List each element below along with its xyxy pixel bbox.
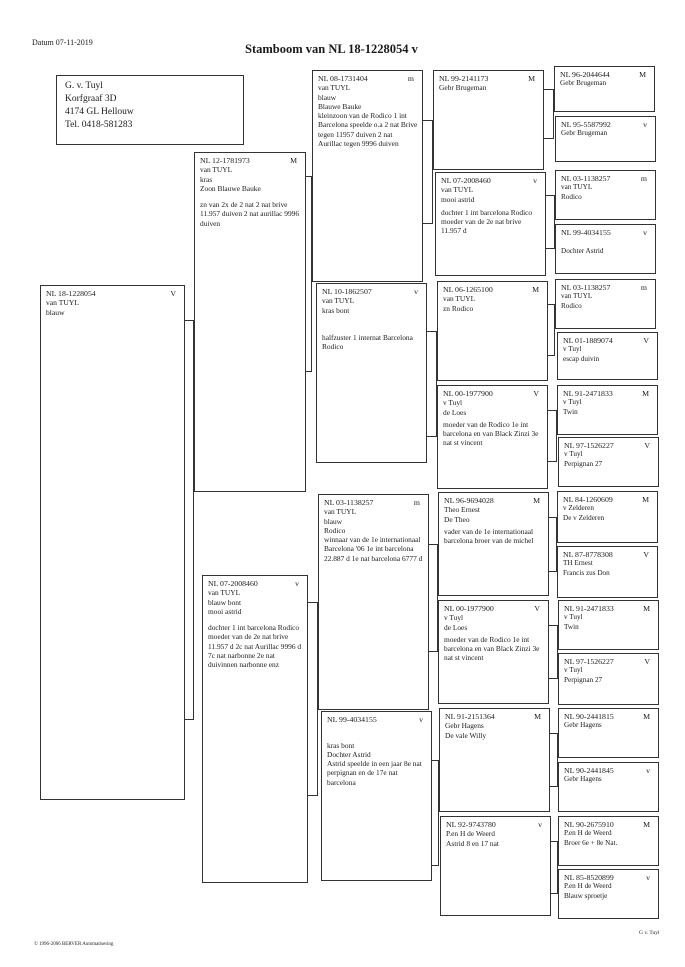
- breeder: van TUYL: [561, 183, 593, 192]
- breeder: P.en H de Weerd: [564, 829, 612, 838]
- sex-marker: V: [170, 289, 176, 298]
- pigeon-name: mooi astrid: [208, 606, 242, 616]
- pigeon-name: Rodico: [561, 192, 582, 201]
- pedigree-g5-10: [557, 546, 658, 598]
- connector-g3-3: [429, 544, 438, 652]
- breeder: v Zelderen: [563, 504, 594, 513]
- pigeon-name: Dochter Astrid: [327, 749, 371, 759]
- breeder: Theo Ernest: [444, 505, 480, 515]
- pedigree-g4-6: [438, 600, 549, 704]
- color: kras: [200, 174, 213, 184]
- sex-marker: v: [643, 120, 647, 129]
- sex-marker: m: [640, 174, 647, 183]
- pedigree-g5-2: [555, 116, 656, 162]
- pedigree-note: kleinzoon van de Rodico 1 int Barcelona speelde o.a 2 nat Brive tegen 11957 duiven 2 nat Aurillac tegen 9996 duiven: [318, 111, 418, 149]
- pedigree-subject: [40, 285, 185, 800]
- ring-number: NL 85-8520899: [564, 873, 614, 882]
- sex-marker: v: [643, 228, 647, 237]
- breeder: Gebr Brugeman: [439, 83, 487, 93]
- owner-tag: G v. Tuyl: [639, 930, 660, 936]
- pedigree-g5-8: [558, 437, 659, 487]
- pedigree-note: moeder van de Rodico 1e int barcelona en van Black Zinzi 3e nat st vincent: [444, 634, 540, 663]
- breeder: Gebr Brugeman: [561, 129, 608, 138]
- pedigree-note: zn van 2x de 2 nat 2 nat brive 11.957 duiven 2 nat aurillac 9996 duiven: [200, 200, 300, 228]
- ring-number: NL 18-1228054: [46, 289, 96, 298]
- sex-marker: V: [643, 550, 649, 559]
- sex-marker: v: [646, 873, 650, 882]
- ring-number: NL 03-1138257: [561, 283, 611, 292]
- breeder: v Tuyl: [443, 398, 463, 408]
- pedigree-g3-1: [312, 70, 423, 282]
- sex-marker: v: [646, 766, 650, 775]
- ring-number: NL 96-2044644: [560, 70, 610, 79]
- sex-marker: M: [643, 712, 650, 721]
- connector-g2-sire: [306, 176, 312, 372]
- sex-marker: v: [295, 579, 299, 588]
- pigeon-name: De v Zelderen: [563, 513, 605, 522]
- breeder: van TUYL: [322, 296, 355, 306]
- connector-g3-1: [423, 120, 433, 224]
- owner-name: G. v. Tuyl: [65, 81, 103, 91]
- pedigree-g5-4: [555, 224, 656, 274]
- ring-number: NL 91-2151364: [445, 712, 495, 721]
- color: blauw: [324, 516, 343, 526]
- sex-marker: M: [528, 74, 535, 83]
- connector-g4-2: [546, 195, 555, 249]
- ring-number: NL 84-1260609: [563, 495, 613, 504]
- pigeon-name: Rodico: [324, 525, 346, 535]
- ring-number: NL 92-9743780: [446, 820, 496, 829]
- pigeon-name: Perpignan 27: [564, 459, 603, 468]
- sex-marker: v: [538, 820, 542, 829]
- breeder: van TUYL: [46, 298, 79, 308]
- breeder: van TUYL: [318, 83, 351, 93]
- pedigree-g4-8: [440, 816, 551, 916]
- ring-number: NL 90-2441845: [564, 766, 614, 775]
- pigeon-name: Rodico: [561, 301, 582, 310]
- sex-marker: M: [643, 604, 650, 613]
- sex-marker: m: [407, 74, 414, 83]
- breeder: Gebr Hagens: [564, 775, 602, 784]
- pigeon-name: Blauw sproetje: [564, 891, 608, 900]
- breeder: P.en H de Weerd: [564, 882, 612, 891]
- pedigree-g3-4: [321, 711, 432, 881]
- sex-marker: V: [644, 657, 650, 666]
- breeder: Gebr Hagens: [564, 721, 602, 730]
- ring-number: NL 99-4034155: [561, 228, 611, 237]
- pedigree-note: dochter 1 int barcelona Rodico moeder van de 2e nat brive 11.957 d: [441, 207, 533, 236]
- ring-number: NL 99-2141173: [439, 74, 489, 83]
- pedigree-g5-15: [558, 816, 659, 866]
- breeder: v Tuyl: [564, 450, 583, 459]
- ring-number: NL 96-9694028: [444, 496, 494, 505]
- breeder: [327, 724, 427, 733]
- connector-g4-5: [549, 517, 557, 572]
- ring-number: NL 97-1526227: [564, 657, 614, 666]
- connector-g4-6: [549, 625, 558, 679]
- pigeon-name: Astrid 8 en 17 nat: [446, 838, 499, 848]
- sex-marker: M: [639, 70, 646, 79]
- pedigree-g5-13: [558, 708, 659, 758]
- sex-marker: M: [532, 285, 539, 294]
- sex-marker: M: [534, 712, 541, 721]
- pedigree-g4-3: [437, 281, 548, 381]
- breeder: van TUYL: [208, 588, 241, 598]
- pigeon-name: Twin: [564, 622, 579, 631]
- pedigree-g5-6: [557, 332, 658, 380]
- pigeon-name: Broer 6e + 8e Nat.: [564, 838, 618, 847]
- pedigree-g5-9: [557, 491, 658, 543]
- breeder: [561, 237, 651, 246]
- print-date: Datum 07-11-2019: [32, 38, 93, 47]
- breeder: P.en H de Weerd: [446, 829, 495, 839]
- ring-number: NL 97-1526227: [564, 441, 614, 450]
- ring-number: NL 03-1138257: [561, 174, 611, 183]
- breeder: v Tuyl: [564, 666, 583, 675]
- ring-number: NL 00-1977900: [443, 389, 493, 398]
- pedigree-g3-2: [316, 283, 427, 463]
- pedigree-note: dochter 1 int barcelona Rodico moeder van de 2e nat brive 11.957 d 2c nat Aurillac 9996 d 7c nat narbonne 2e nat duivinnen narbonne enz: [208, 623, 302, 670]
- breeder: v Tuyl: [444, 613, 464, 623]
- pedigree-note: halfzuster 1 internat Barcelona Rodico: [322, 332, 413, 352]
- connector-g4-8: [551, 841, 558, 894]
- sex-marker: v: [414, 287, 418, 296]
- pedigree-g5-5: [555, 279, 656, 329]
- sex-marker: M: [643, 820, 650, 829]
- pedigree-dam: [202, 575, 308, 883]
- ring-number: NL 87-8778308: [563, 550, 613, 559]
- connector-g3-4: [432, 760, 439, 866]
- breeder: van TUYL: [561, 292, 593, 301]
- sex-marker: V: [643, 336, 649, 345]
- pedigree-g5-7: [557, 385, 658, 435]
- pigeon-name: Blauwe Bauke: [318, 101, 362, 111]
- color: kras bont: [322, 305, 350, 315]
- pigeon-name: de Loes: [444, 622, 468, 632]
- color: blauw: [318, 92, 337, 102]
- pedigree-note: Astrid speelde in een jaar 8e nat perpignan en de 17e nat barcelona: [327, 759, 422, 787]
- pigeon-name: De Theo: [444, 514, 470, 524]
- connector-g3-2: [427, 331, 437, 437]
- color: blauw: [46, 307, 65, 317]
- breeder: v Tuyl: [563, 345, 582, 354]
- connector-g2-dam: [308, 602, 318, 796]
- sex-marker: M: [533, 496, 540, 505]
- pedigree-note: moeder van de Rodico 1e int barcelona en van Black Zinzi 3e nat st vincent: [443, 419, 539, 448]
- pigeon-name: zn Rodico: [443, 303, 474, 313]
- page-title: Stamboom van NL 18-1228054 v: [245, 42, 418, 56]
- sex-marker: M: [290, 156, 297, 165]
- pedigree-g4-5: [438, 492, 549, 596]
- pedigree-g5-12: [558, 653, 659, 705]
- connector-g4-7: [550, 733, 558, 787]
- breeder: TH Ernest: [563, 559, 593, 568]
- sex-marker: V: [534, 604, 540, 613]
- ring-number: NL 91-2471833: [564, 604, 614, 613]
- sex-marker: v: [533, 176, 537, 185]
- sex-marker: V: [644, 441, 650, 450]
- ring-number: NL 10-1862507: [322, 287, 372, 296]
- ring-number: NL 07-2008460: [208, 579, 258, 588]
- owner-street: Korfgraaf 3D: [65, 94, 117, 104]
- ring-number: NL 91-2471833: [563, 389, 613, 398]
- breeder: v Tuyl: [564, 613, 583, 622]
- sex-marker: M: [642, 389, 649, 398]
- pedigree-note: vader van de 1e internationaal barcelona broer van de michel: [444, 526, 534, 546]
- pedigree-g5-11: [558, 600, 659, 650]
- connector-g4-4: [548, 410, 557, 462]
- pedigree-g4-1: [433, 70, 544, 170]
- copyright-notice: © 1996-2006 BERVER Automatisering: [34, 942, 114, 947]
- pigeon-name: De vale Willy: [445, 730, 487, 740]
- sex-marker: m: [413, 498, 420, 507]
- ring-number: NL 08-1731404: [318, 74, 368, 83]
- connector-g4-3: [548, 304, 555, 356]
- pedigree-g5-14: [558, 762, 659, 812]
- owner-city: 4174 GL Hellouw: [65, 107, 134, 117]
- ring-number: NL 95-5587992: [561, 120, 611, 129]
- breeder: van TUYL: [441, 185, 474, 195]
- pedigree-sire: [194, 152, 306, 492]
- ring-number: NL 03-1138257: [324, 498, 374, 507]
- pedigree-g4-4: [437, 385, 548, 489]
- pigeon-name: Dochter Astrid: [561, 246, 604, 255]
- pedigree-g5-16: [558, 869, 659, 919]
- sex-marker: V: [533, 389, 539, 398]
- pigeon-name: Francis zus Don: [563, 568, 610, 577]
- ring-number: NL 12-1781973: [200, 156, 250, 165]
- breeder: van TUYL: [324, 507, 357, 517]
- breeder: van TUYL: [443, 294, 476, 304]
- ring-number: NL 00-1977900: [444, 604, 494, 613]
- sex-marker: M: [642, 495, 649, 504]
- ring-number: NL 06-1265100: [443, 285, 493, 294]
- pigeon-name: Twin: [563, 407, 578, 416]
- sex-marker: v: [419, 715, 423, 724]
- pedigree-g5-3: [555, 170, 656, 220]
- color: kras bont: [327, 740, 355, 750]
- connector-g1: [185, 320, 194, 720]
- breeder: v Tuyl: [563, 398, 582, 407]
- breeder: Gebr Brugeman: [560, 79, 607, 88]
- ring-number: NL 01-1889074: [563, 336, 613, 345]
- ring-number: NL 99-4034155: [327, 715, 377, 724]
- breeder: van TUYL: [200, 165, 233, 175]
- pigeon-name: escap duivin: [563, 354, 600, 363]
- pigeon-name: de Loes: [443, 407, 467, 417]
- pedigree-g4-7: [439, 708, 550, 812]
- ring-number: NL 90-2441815: [564, 712, 614, 721]
- pedigree-g3-3: [318, 494, 429, 710]
- ring-number: NL 90-2675910: [564, 820, 614, 829]
- connector-g4-1: [544, 89, 554, 139]
- pedigree-g4-2: [435, 172, 546, 276]
- color: blauw bont: [208, 597, 242, 607]
- pedigree-note: winnaar van de 1e internationaal Barcelona '06 1e int barcelona 22.887 d 1e nat barcelona 6777 d: [324, 535, 423, 563]
- pigeon-name: Perpignan 27: [564, 675, 603, 684]
- sex-marker: m: [640, 283, 647, 292]
- pigeon-name: Zoon Blauwe Bauke: [200, 183, 261, 193]
- pedigree-g5-1: [554, 66, 655, 112]
- pigeon-name: mooi astrid: [441, 194, 475, 204]
- owner-address-box: [56, 75, 244, 145]
- breeder: Gebr Hagens: [445, 721, 484, 731]
- owner-phone: Tel. 0418-581283: [65, 120, 133, 130]
- ring-number: NL 07-2008460: [441, 176, 491, 185]
